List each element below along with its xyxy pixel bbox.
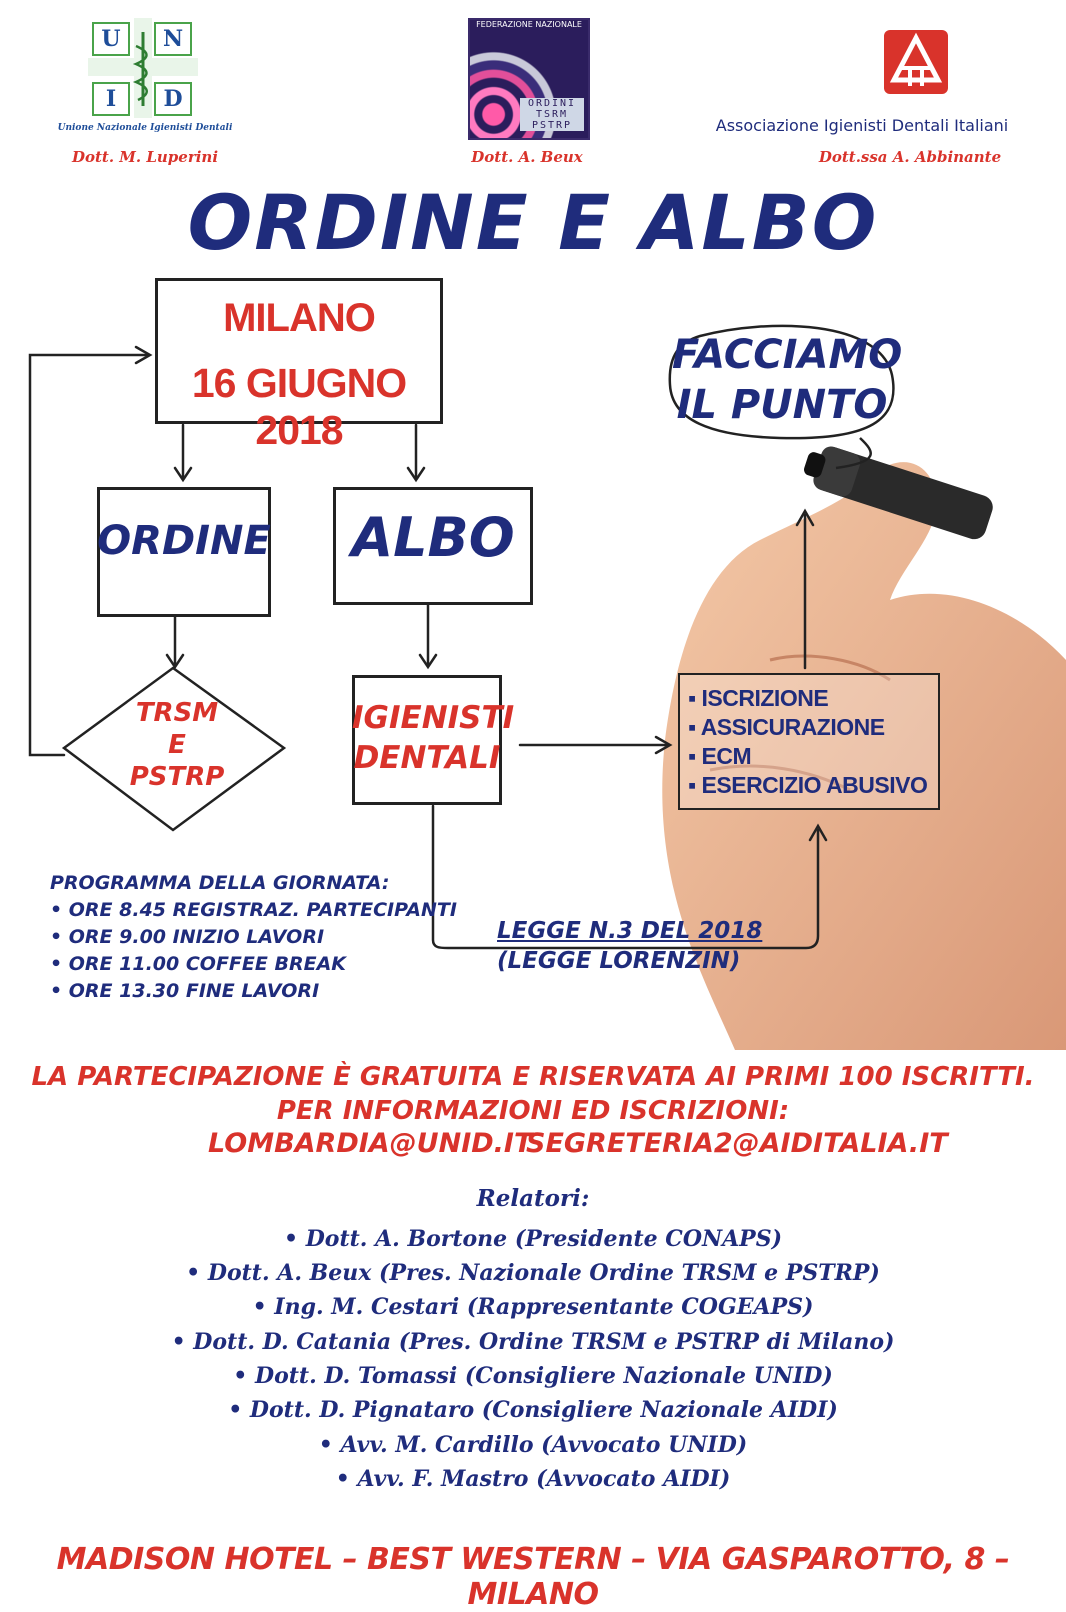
unid-letter: U xyxy=(92,22,130,56)
aidi-name: Associazione Igienisti Dentali Italiani xyxy=(715,116,1009,135)
page-title: ORDINE E ALBO xyxy=(187,178,879,267)
topic-item: ▪ ECM xyxy=(688,743,752,769)
sponsor-beux: Dott. A. Beux xyxy=(471,148,583,166)
programma-item: • ORE 13.30 FINE LAVORI xyxy=(50,980,320,1002)
event-date: 16 GIUGNO 2018 xyxy=(191,360,407,453)
programma-title: PROGRAMMA DELLA GIORNATA: xyxy=(50,872,390,894)
unid-letter: N xyxy=(154,22,192,56)
relatore-item: • Dott. A. Bortone (Presidente CONAPS) xyxy=(283,1226,783,1252)
unid-letter: I xyxy=(92,82,130,116)
programma xyxy=(50,870,457,1005)
participation-info xyxy=(0,1060,1066,1128)
programma-item: • ORE 8.45 REGISTRAZ. PARTECIPANTI xyxy=(50,899,457,921)
sponsor-luperini: Dott. M. Luperini xyxy=(71,148,219,166)
facciamo-il-punto: FACCIAMO IL PUNTO xyxy=(672,332,903,428)
ordine-label: ORDINE xyxy=(97,518,271,564)
unid-caption: Unione Nazionale Igienisti Dentali xyxy=(57,123,233,133)
relatore-item: • Dott. D. Tomassi (Consigliere Nazionale UNID) xyxy=(233,1363,833,1389)
trsm-pstrp-label: TRSM E PSTRP xyxy=(129,698,225,792)
topic-item: ▪ ESERCIZIO ABUSIVO xyxy=(688,772,928,798)
topic-item: ▪ ISCRIZIONE xyxy=(688,685,829,711)
relatore-item: • Dott. D. Catania (Pres. Ordine TRSM e PSTRP di Milano) xyxy=(171,1329,895,1355)
albo-label: ALBO xyxy=(351,506,515,569)
fno-logo-top-text: FEDERAZIONE NAZIONALE xyxy=(476,20,582,29)
relatore-item: • Dott. D. Pignataro (Consigliere Nazionale AIDI) xyxy=(228,1397,838,1423)
email-unid-link[interactable]: LOMBARDIA@UNID.IT xyxy=(208,1128,533,1159)
fno-logo-text: ORDINI TSRM PSTRP xyxy=(520,98,584,131)
venue-address: MADISON HOTEL – BEST WESTERN – VIA GASPAROTTO, 8 – MILANO xyxy=(56,1542,1010,1612)
relatori-title: Relatori: xyxy=(476,1185,590,1212)
igienisti-label: IGIENISTI DENTALI xyxy=(352,700,515,776)
legge-label: LEGGE N.3 DEL 2018 (LEGGE LORENZIN) xyxy=(497,918,763,974)
relatore-item: • Dott. A. Beux (Pres. Nazionale Ordine TRSM e PSTRP) xyxy=(186,1260,880,1286)
relatore-item: • Ing. M. Cestari (Rappresentante COGEAPS) xyxy=(252,1294,814,1320)
sponsor-abbinante: Dott.ssa A. Abbinante xyxy=(818,148,1002,166)
email-aidi-link[interactable]: SEGRETERIA2@AIDITALIA.IT xyxy=(526,1128,948,1159)
event-city: MILANO xyxy=(223,296,375,340)
topic-item: ▪ ASSICURAZIONE xyxy=(688,714,885,740)
unid-letter: D xyxy=(154,82,192,116)
participation-line: LA PARTECIPAZIONE È GRATUITA E RISERVATA AI PRIMI 100 ISCRITTI. xyxy=(31,1062,1035,1092)
relatore-item: • Avv. F. Mastro (Avvocato AIDI) xyxy=(335,1466,731,1492)
relatore-item: • Avv. M. Cardillo (Avvocato UNID) xyxy=(318,1432,748,1458)
participation-line: PER INFORMAZIONI ED ISCRIZIONI: xyxy=(276,1096,790,1126)
programma-item: • ORE 9.00 INIZIO LAVORI xyxy=(50,926,325,948)
programma-item: • ORE 11.00 COFFEE BREAK xyxy=(50,953,346,975)
